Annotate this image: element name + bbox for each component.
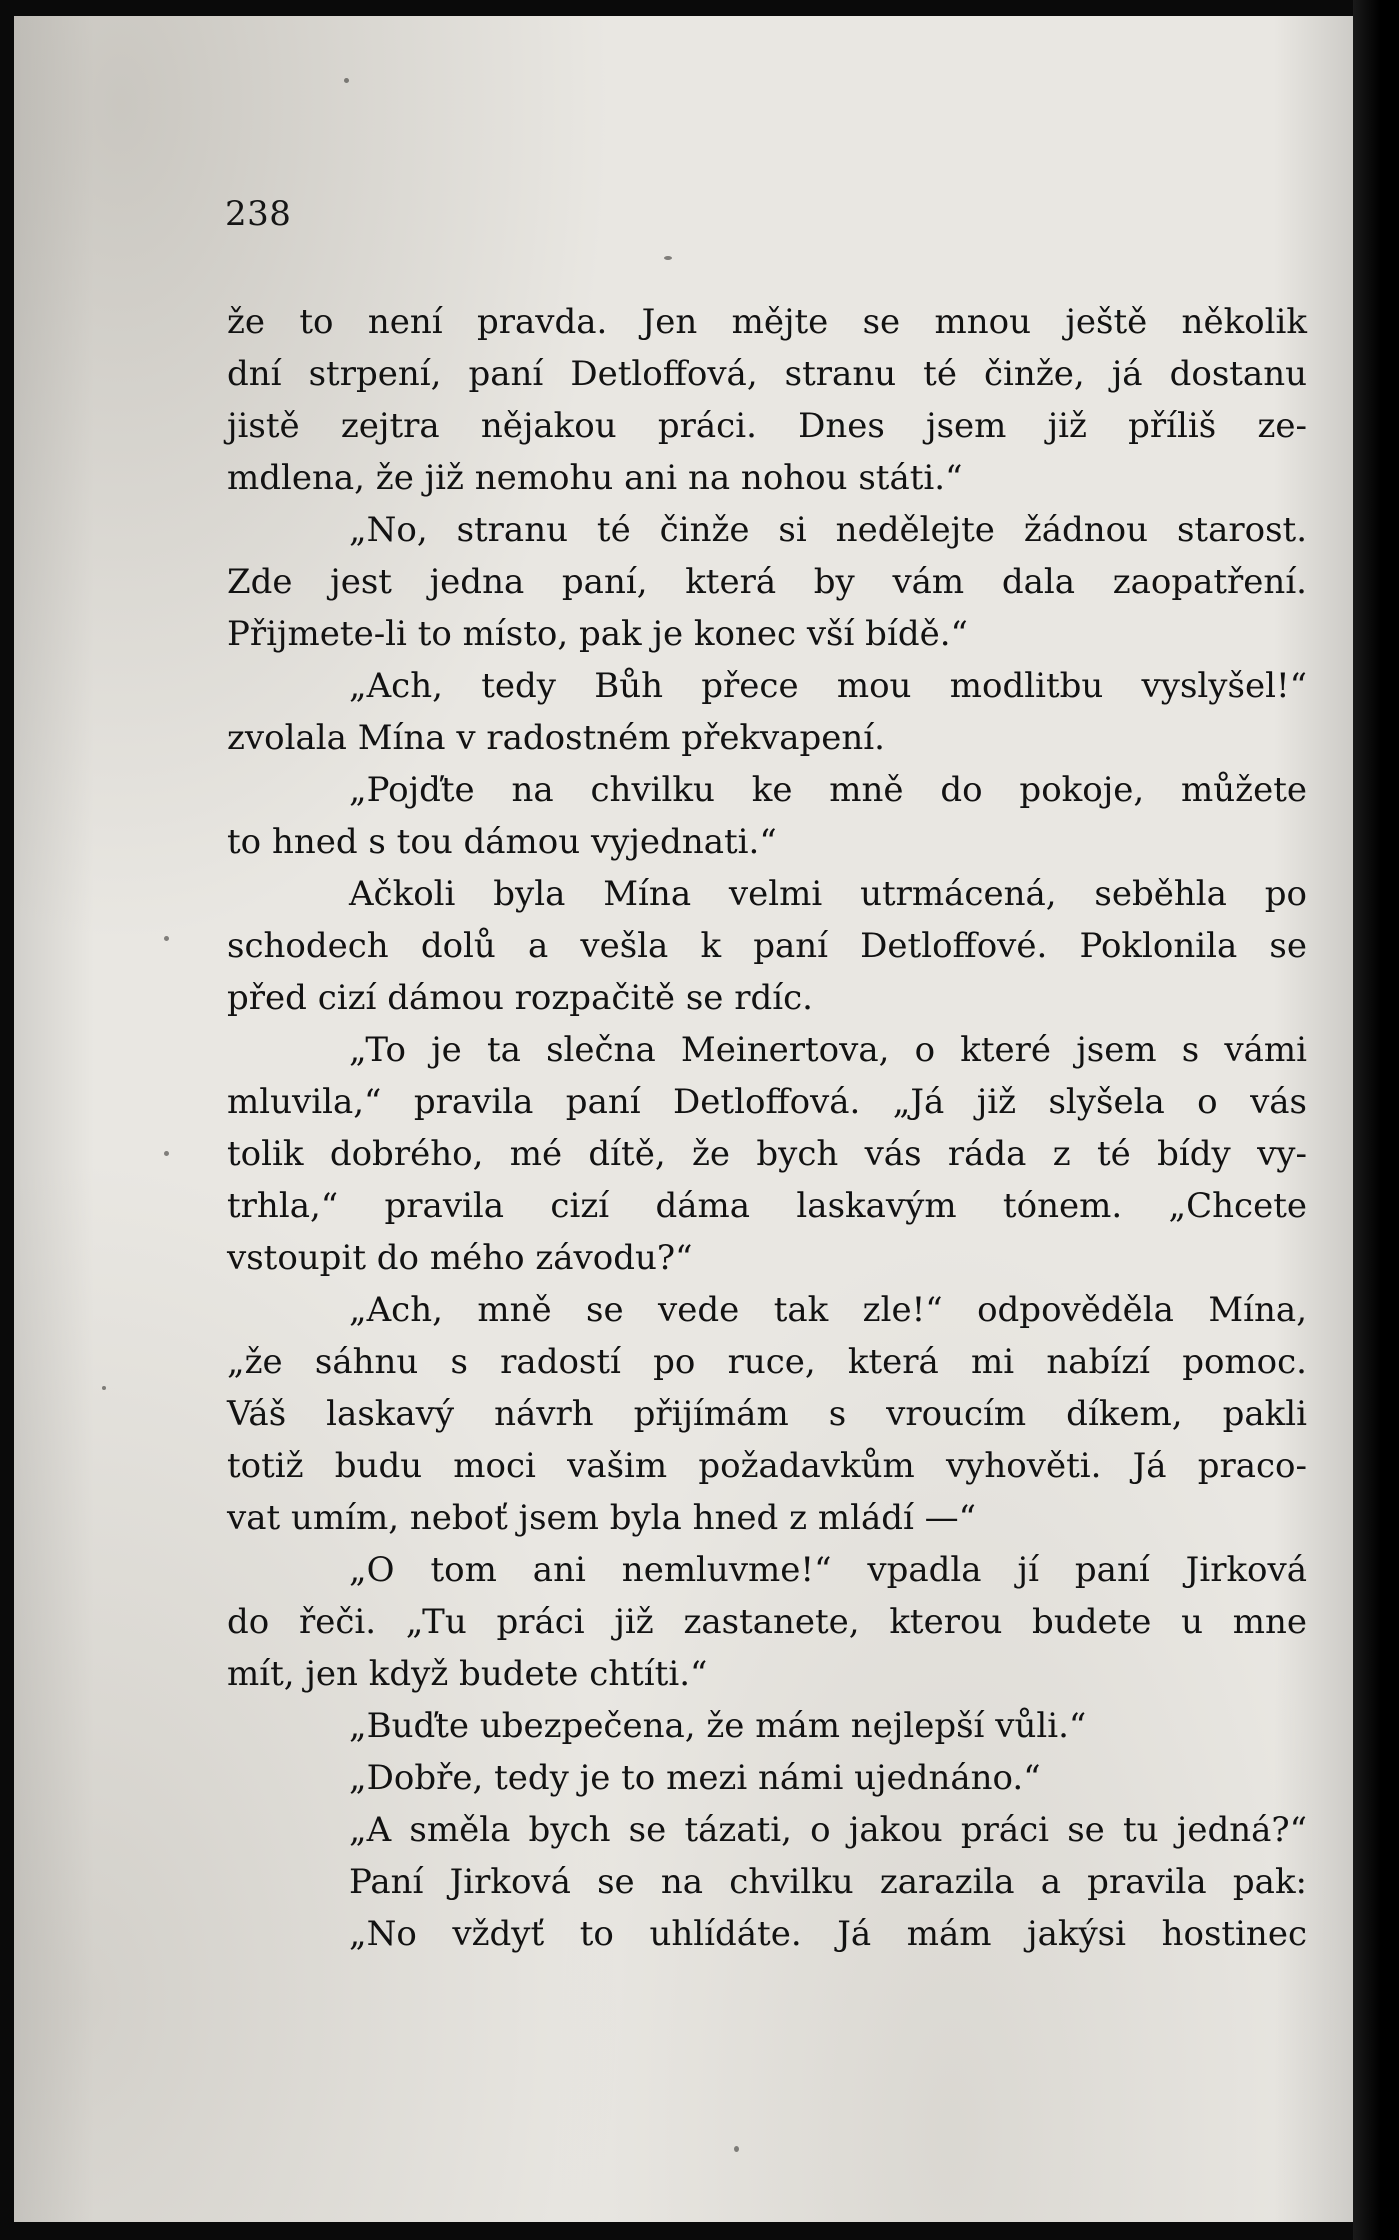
scan-edge: [1353, 0, 1399, 2240]
text-line: Zde jest jedna paní, která by vám dala zaopatření.: [227, 562, 1307, 602]
text-line: Paní Jirková se na chvilku zarazila a pravila pak:: [349, 1862, 1307, 1902]
paper-speck: [734, 2146, 739, 2152]
text-line: mdlena, že již nemohu ani na nohou státi.“: [227, 458, 963, 498]
text-line: „Dobře, tedy je to mezi námi ujednáno.“: [349, 1758, 1041, 1798]
paper-speck: [102, 1386, 106, 1390]
text-line: to hned s tou dámou vyjednati.“: [227, 822, 777, 862]
text-line: že to není pravda. Jen mějte se mnou ještě několik: [227, 302, 1307, 342]
text-line: „No, stranu té činže si nedělejte žádnou starost.: [349, 510, 1307, 550]
text-line: „O tom ani nemluvme!“ vpadla jí paní Jirková: [349, 1550, 1307, 1590]
text-line: do řeči. „Tu práci již zastanete, kterou budete u mne: [227, 1602, 1307, 1642]
text-line: Ačkoli byla Mína velmi utrmácená, seběhla po: [349, 874, 1307, 914]
text-line: „No vždyť to uhlídáte. Já mám jakýsi hostinec: [349, 1914, 1307, 1954]
paper-speck: [164, 1151, 169, 1156]
text-line: vat umím, neboť jsem byla hned z mládí —“: [227, 1498, 977, 1538]
text-line: Váš laskavý návrh přijímám s vroucím díkem, pakli: [227, 1394, 1307, 1434]
text-line: tolik dobrého, mé dítě, že bych vás ráda z té bídy vy-: [227, 1134, 1307, 1174]
text-line: vstoupit do mého závodu?“: [227, 1238, 693, 1278]
text-line: Přijmete-li to místo, pak je konec vší bídě.“: [227, 614, 968, 654]
text-line: „že sáhnu s radostí po ruce, která mi nabízí pomoc.: [227, 1342, 1307, 1382]
book-page: [14, 16, 1354, 2222]
text-line: „Buďte ubezpečena, že mám nejlepší vůli.“: [349, 1706, 1087, 1746]
text-line: mít, jen když budete chtíti.“: [227, 1654, 708, 1694]
body-text: [227, 296, 1307, 1960]
text-line: trhla,“ pravila cizí dáma laskavým tónem. „Chcete: [227, 1186, 1307, 1226]
text-line: dní strpení, paní Detloffová, stranu té činže, já dostanu: [227, 354, 1307, 394]
text-line: „A směla bych se tázati, o jakou práci se tu jedná?“: [349, 1810, 1307, 1850]
text-line: zvolala Mína v radostném překvapení.: [227, 718, 885, 758]
text-line: „Pojďte na chvilku ke mně do pokoje, můžete: [349, 770, 1307, 810]
paper-speck: [164, 936, 169, 941]
text-line: „Ach, mně se vede tak zle!“ odpověděla Mína,: [349, 1290, 1307, 1330]
paper-speck: [664, 256, 672, 260]
paper-speck: [344, 78, 349, 83]
text-line: jistě zejtra nějakou práci. Dnes jsem již příliš ze-: [227, 406, 1307, 446]
text-line: mluvila,“ pravila paní Detloffová. „Já již slyšela o vás: [227, 1082, 1307, 1122]
text-line: totiž budu moci vašim požadavkům vyhověti. Já praco-: [227, 1446, 1307, 1486]
text-line: „Ach, tedy Bůh přece mou modlitbu vyslyšel!“: [349, 666, 1307, 706]
text-line: před cizí dámou rozpačitě se rdíc.: [227, 978, 813, 1018]
page-number: 238: [225, 194, 292, 234]
text-line: „To je ta slečna Meinertova, o které jsem s vámi: [349, 1030, 1307, 1070]
text-line: schodech dolů a vešla k paní Detloffové. Poklonila se: [227, 926, 1307, 966]
